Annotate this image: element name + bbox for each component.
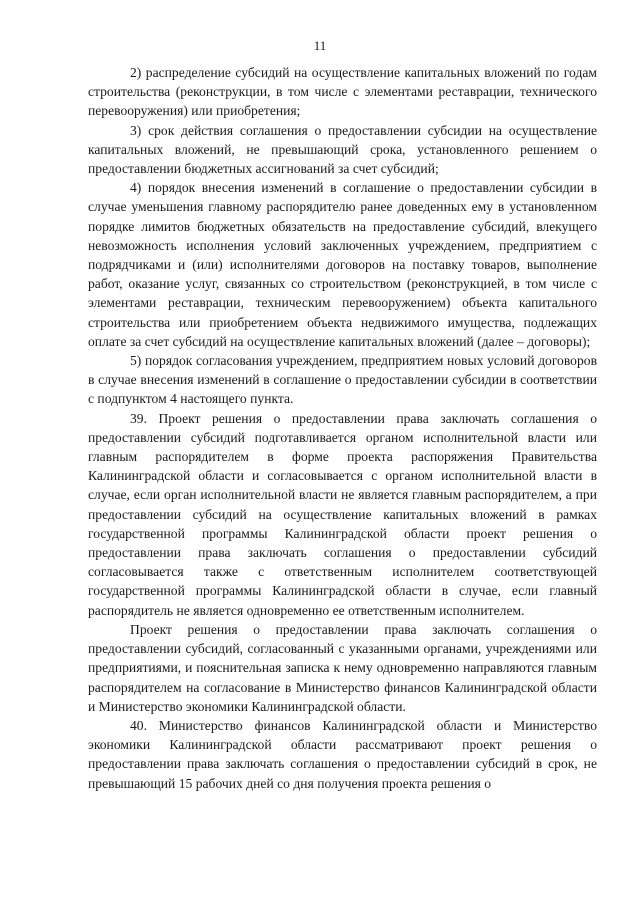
document-body [88, 63, 597, 793]
paragraph-item-5: 5) порядок согласования учреждением, предприятием новых условий договоров в случае внесения изменений в соглашение о предоставлении субсидии в соответствии с подпунктом 4 настоящего пункта. [88, 353, 597, 407]
paragraph-item-3: 3) срок действия соглашения о предоставлении субсидии на осуществление капитальных вложений, не превышающий срока, установленного решением о предоставлении бюджетных ассигнований за счет субсидий; [88, 122, 597, 177]
paragraph-clause-39: 39. Проект решения о предоставлении права заключать соглашения о предоставлении субсидий подготавливается органом исполнительной власти или главным распорядителем в форме проекта распоряжения Правительства Калининградской области и согласовывается с органом исполнительной власти в случае, если орган исполнительной власти не является главным распорядителем, а при предоставлении субсидий на осуществление капитальных вложений в рамках государственной программы Калининградской области проект решения о предоставлении права заключать соглашения о предоставлении субсидий согласовывается также с ответственным исполнителем соответствующей государственной программы Калининградской области в случае, если главный распорядитель не является одновременно ее ответственным исполнителем. [88, 410, 597, 618]
paragraph-clause-40: 40. Министерство финансов Калининградской области и Министерство экономики Калининградской области рассматривают проект решения о предоставлении права заключать соглашения о предоставлении субсидий в срок, не превышающий 15 рабочих дней со дня получения проекта решения о [88, 717, 597, 791]
paragraph-item-4: 4) порядок внесения изменений в соглашение о предоставлении субсидии в случае уменьшения главному распорядителю ранее доведенных ему в установленном порядке лимитов бюджетных обязательств на предоставление субсидий, влекущего невозможность исполнения условий заключенных учреждением, предприятием с подрядчиками и (или) исполнителями договоров на поставку товаров, выполнение работ, оказание услуг, связанных со строительством (реконструкцией, в том числе с элементами реставрации, техническим перевооружением) объекта капитального строительства или приобретением объекта недвижимого имущества, подлежащих оплате за счет субсидий на осуществление капитальных вложений (далее – договоры); [88, 180, 597, 349]
paragraph-clause-39-continued: Проект решения о предоставлении права заключать соглашения о предоставлении субсидий, согласованный с указанными органами, учреждениями или предприятиями, и пояснительная записка к нему одновременно направляются главным распорядителем на согласование в Министерство финансов Калининградской области и Министерство экономики Калининградской области. [88, 621, 597, 714]
paragraph-item-2: 2) распределение субсидий на осуществление капитальных вложений по годам строительства (реконструкции, в том числе с элементами реставрации, технического перевооружения) или приобретения; [88, 65, 597, 119]
page-number: 11 [313, 38, 327, 53]
